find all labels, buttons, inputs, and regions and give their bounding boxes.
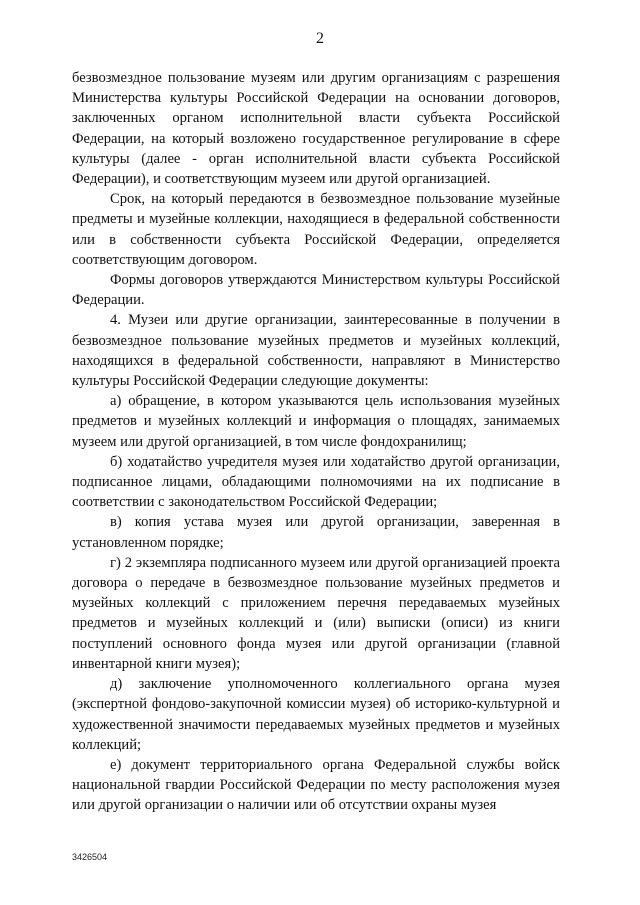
- paragraph-item-4: 4. Музеи или другие организации, заинтересованные в получении в безвозмездное пользование музейных предметов и музейных коллекций, находящихся в федеральной собственности, направляют в Министерство культуры Российской Федерации следующие документы:: [72, 312, 560, 390]
- list-item-d: д) заключение уполномоченного коллегиального органа музея (экспертной фондово-закупочной комиссии музея) об историко-культурной и художественной значимости передаваемых музейных предметов и музейных коллекций;: [72, 676, 560, 753]
- list-item-b: б) ходатайство учредителя музея или ходатайство другой организации, подписанное лицами, обладающими полномочиями на их подписание в соответствии с законодательством Российской Федерации;: [72, 453, 560, 511]
- list-item-v: в) копия устава музея или другой организации, заверенная в установленном порядке;: [72, 514, 560, 551]
- paragraph-continuation: безвозмездное пользование музеям или другим организациям с разрешения Министерства культуры Российской Федерации на основании договоров, заключенных органом исполнительной власти субъекта Российской Федерации, на который возложено государственное регулирование в сфере культуры (далее - орган исполнительной власти субъекта Российской Федерации), и соответствующим музеем или другой организацией.: [72, 70, 560, 188]
- document-body: [72, 68, 560, 816]
- list-item-a: а) обращение, в котором указываются цель использования музейных предметов и музейных коллекций и информация о площадях, занимаемых музеем или другой организацией, в том числе фондохранилищ;: [72, 393, 560, 450]
- document-code: 3426504: [72, 852, 108, 862]
- page-number: 2: [316, 30, 324, 47]
- paragraph-term: Срок, на который передаются в безвозмездное пользование музейные предметы и музейные коллекции, находящиеся в федеральной собственности или в собственности субъекта Российской Федерации, определяется соответствующим договором.: [72, 191, 560, 268]
- paragraph-contract-forms: Формы договоров утверждаются Министерством культуры Российской Федерации.: [72, 272, 560, 309]
- list-item-g: г) 2 экземпляра подписанного музеем или другой организацией проекта договора о передаче в безвозмездное пользование музейных предметов и музейных коллекций с приложением перечня передаваемых музейных предметов и музейных коллекций и (или) выписки (описи) из книги поступлений основного фонда музея или другой организации (главной инвентарной книги музея);: [72, 554, 560, 672]
- list-item-e: е) документ территориального органа Федеральной службы войск национальной гвардии Российской Федерации по месту расположения музея или другой организации о наличии или об отсутствии охраны музея: [72, 756, 560, 814]
